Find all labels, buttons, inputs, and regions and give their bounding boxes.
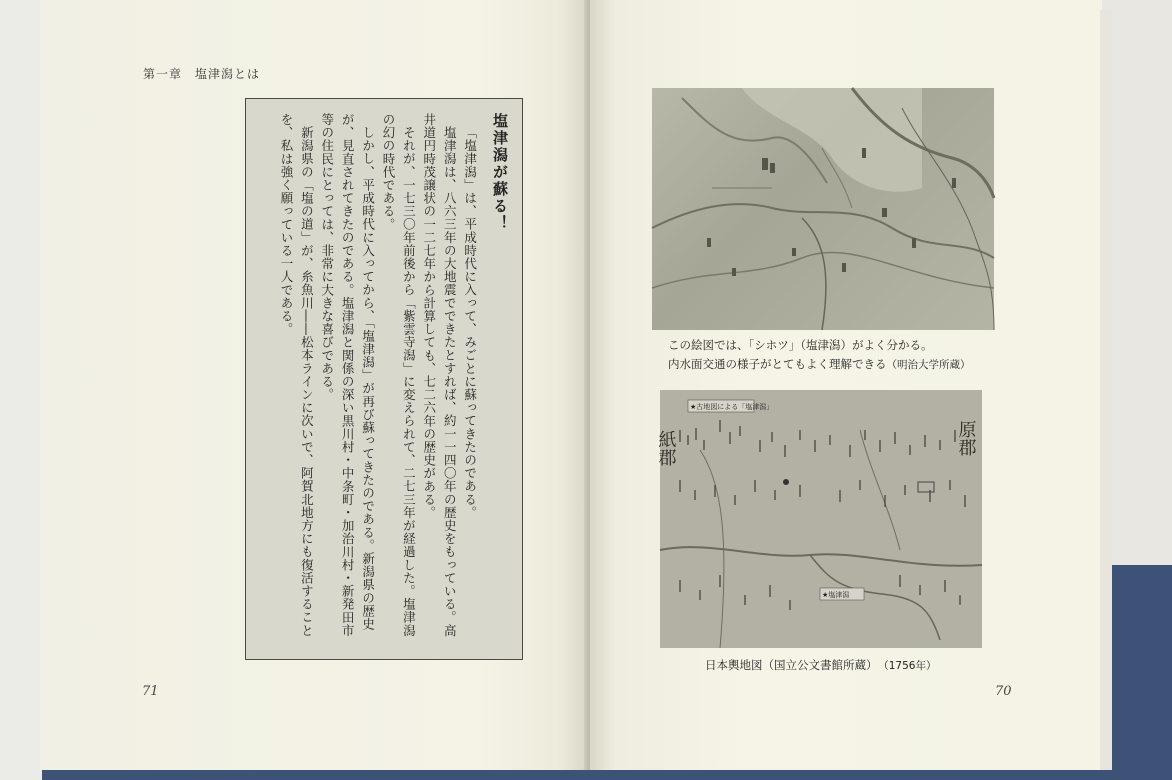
map-illustration-1 [652, 88, 994, 330]
box-paragraph: 新潟県の「塩の道」が、糸魚川――松本ラインに次いで、阿賀北地方にも復活することを、私は強く願っている一人である。 [278, 113, 315, 637]
map-illustration-2 [655, 390, 982, 648]
figure1-caption-line2 [668, 355, 988, 375]
page-number-left: 71 [142, 684, 159, 699]
map-image-2 [655, 390, 982, 648]
map-image-1 [652, 88, 994, 330]
figure1-caption-credit: （明治大学所蔵） [886, 359, 971, 371]
figure2-caption [705, 657, 936, 673]
map-label-left: 紙郡 [655, 430, 677, 466]
figure2-caption-year: （1756年） [883, 660, 937, 672]
box-paragraph: 塩津潟は、八六三年の大地震でできたとすれば、約一一四〇年の歴史をもっている。高井道円時茂譲状の一二七年から計算しても、七二六年の歴史がある。 [421, 113, 458, 637]
page-stack-edge [1100, 10, 1112, 770]
figure1-caption [668, 336, 988, 375]
scan-left-margin [0, 0, 42, 780]
figure1-caption-line2-text: 内水面交通の様子がとてもよく理解できる [668, 357, 887, 371]
box-heading: 塩津潟が蘇る！ [491, 113, 509, 232]
page-number-right: 70 [995, 684, 1012, 699]
box-paragraph: しかし、平成時代に入ってから、「塩津潟」が再び蘇ってきたのである。新潟県の歴史が、見直されてきたのである。塩津潟と関係の深い黒川村・中条町・加治川村・新発田市等の住民にとっては、非常に大きな喜びである。 [319, 113, 376, 637]
figure1-caption-line1: この絵図では、「シホツ」（塩津潟）がよく分かる。 [668, 338, 933, 352]
map-label-right: 原郡 [955, 420, 977, 456]
sidebar-textbox [245, 98, 523, 660]
box-paragraph: 「塩津潟」は、平成時代に入って、みごとに蘇ってきたのである。 [462, 125, 478, 519]
map-label-lake: ★塩津潟 [822, 591, 850, 599]
running-head: 第一章 塩津潟とは [143, 67, 261, 81]
vertical-text-block [276, 113, 510, 647]
box-paragraph: それが、一七三〇年前後から「紫雲寺潟」に変えられて、二七三年が経過した。塩津潟の幻の時代である。 [380, 113, 417, 637]
figure2-caption-text: 日本輿地図（国立公文書館所蔵） [705, 658, 878, 672]
map-label-top: ★古地図による「塩津潟」 [690, 403, 774, 411]
